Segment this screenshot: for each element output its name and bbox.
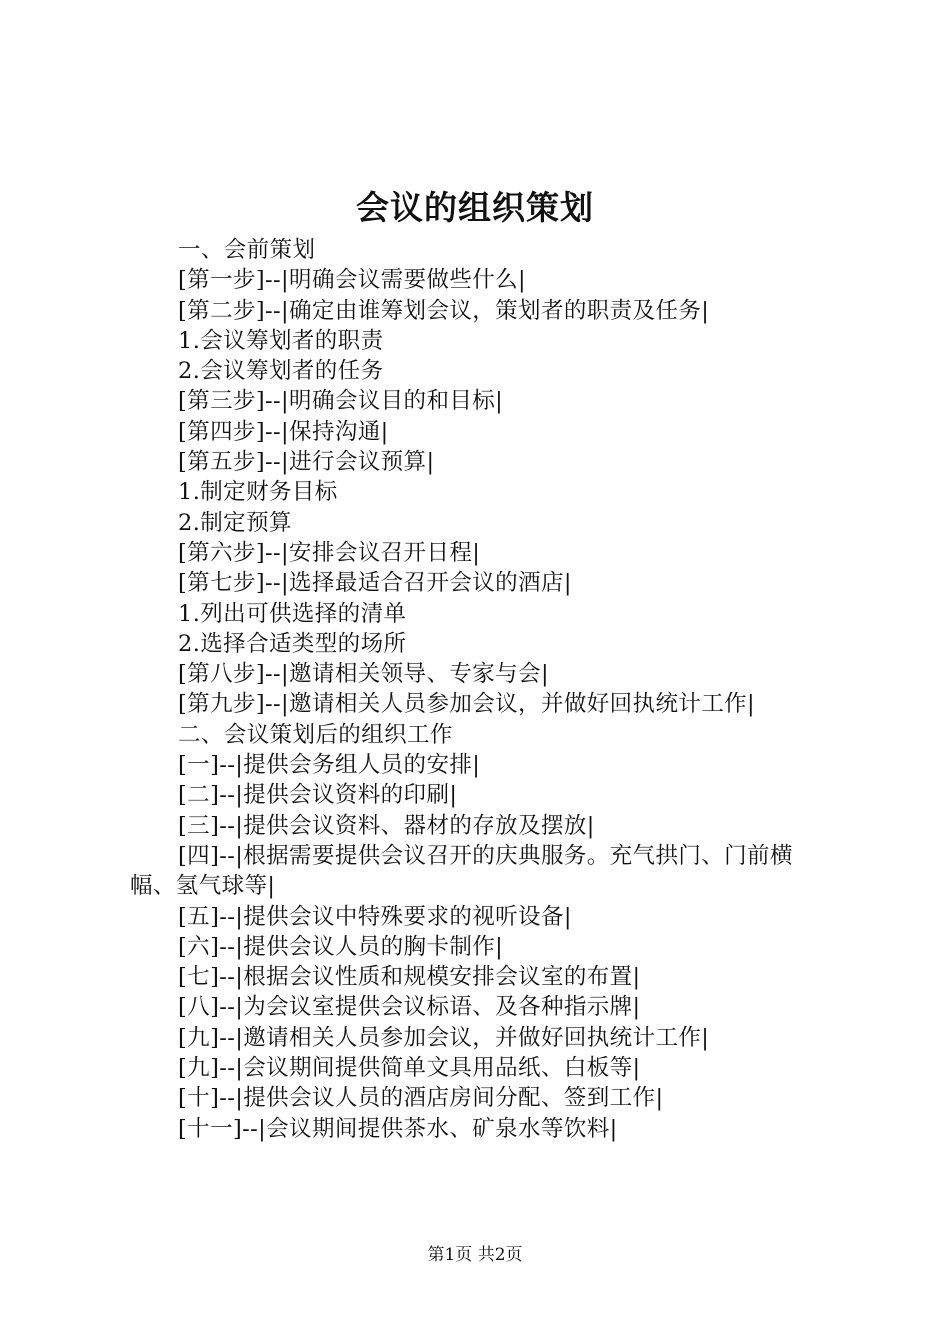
page-footer: 第1页 共2页	[427, 1245, 523, 1265]
paragraph: [第九步]--|邀请相关人员参加会议，并做好回执统计工作|	[178, 691, 756, 718]
paragraph: 2.制定预算	[178, 509, 292, 536]
paragraph: 一、会前策划	[178, 237, 316, 263]
paragraph: 二、会议策划后的组织工作	[178, 721, 453, 748]
paragraph: [第三步]--|明确会议目的和目标|	[178, 388, 504, 415]
paragraph: [三]--|提供会议资料、器材的存放及摆放|	[178, 812, 595, 839]
paragraph: [一]--|提供会务组人员的安排|	[178, 752, 481, 779]
paragraph: 1.制定财务目标	[178, 479, 338, 506]
paragraph: [第六步]--|安排会议召开日程|	[178, 539, 481, 566]
paragraph: [第二步]--|确定由谁筹划会议，策划者的职责及任务|	[178, 297, 710, 324]
paragraph: [第八步]--|邀请相关领导、专家与会|	[178, 661, 549, 688]
paragraph: [十]--|提供会议人员的酒店房间分配、签到工作|	[178, 1085, 664, 1112]
paragraph: 2.选择合适类型的场所	[178, 630, 407, 657]
paragraph: [第一步]--|明确会议需要做些什么|	[178, 267, 527, 294]
paragraph: [二]--|提供会议资料的印刷|	[178, 782, 458, 809]
document-title: 会议的组织策划	[356, 188, 594, 227]
paragraph: 2.会议筹划者的任务	[178, 358, 384, 385]
paragraph: [第七步]--|选择最适合召开会议的酒店|	[178, 570, 572, 597]
paragraph: 1.列出可供选择的清单	[178, 600, 407, 627]
paragraph: 1.会议筹划者的职责	[178, 327, 384, 354]
paragraph: [十一]--|会议期间提供茶水、矿泉水等饮料|	[178, 1115, 618, 1142]
paragraph: [九]--|邀请相关人员参加会议，并做好回执统计工作|	[178, 1024, 710, 1051]
paragraph: [五]--|提供会议中特殊要求的视听设备|	[178, 903, 572, 930]
paragraph: [四]--|根据需要提供会议召开的庆典服务。充气拱门、门前横幅、氢气球等|	[130, 842, 793, 900]
paragraph: [七]--|根据会议性质和规模安排会议室的布置|	[178, 964, 641, 991]
paragraph: [第五步]--|进行会议预算|	[178, 449, 435, 476]
paragraph: [八]--|为会议室提供会议标语、及各种指示牌|	[178, 994, 641, 1021]
document-body	[130, 235, 830, 1144]
paragraph: [第四步]--|保持沟通|	[178, 418, 389, 445]
paragraph: [九]--|会议期间提供简单文具用品纸、白板等|	[178, 1055, 641, 1082]
paragraph: [六]--|提供会议人员的胸卡制作|	[178, 933, 504, 960]
